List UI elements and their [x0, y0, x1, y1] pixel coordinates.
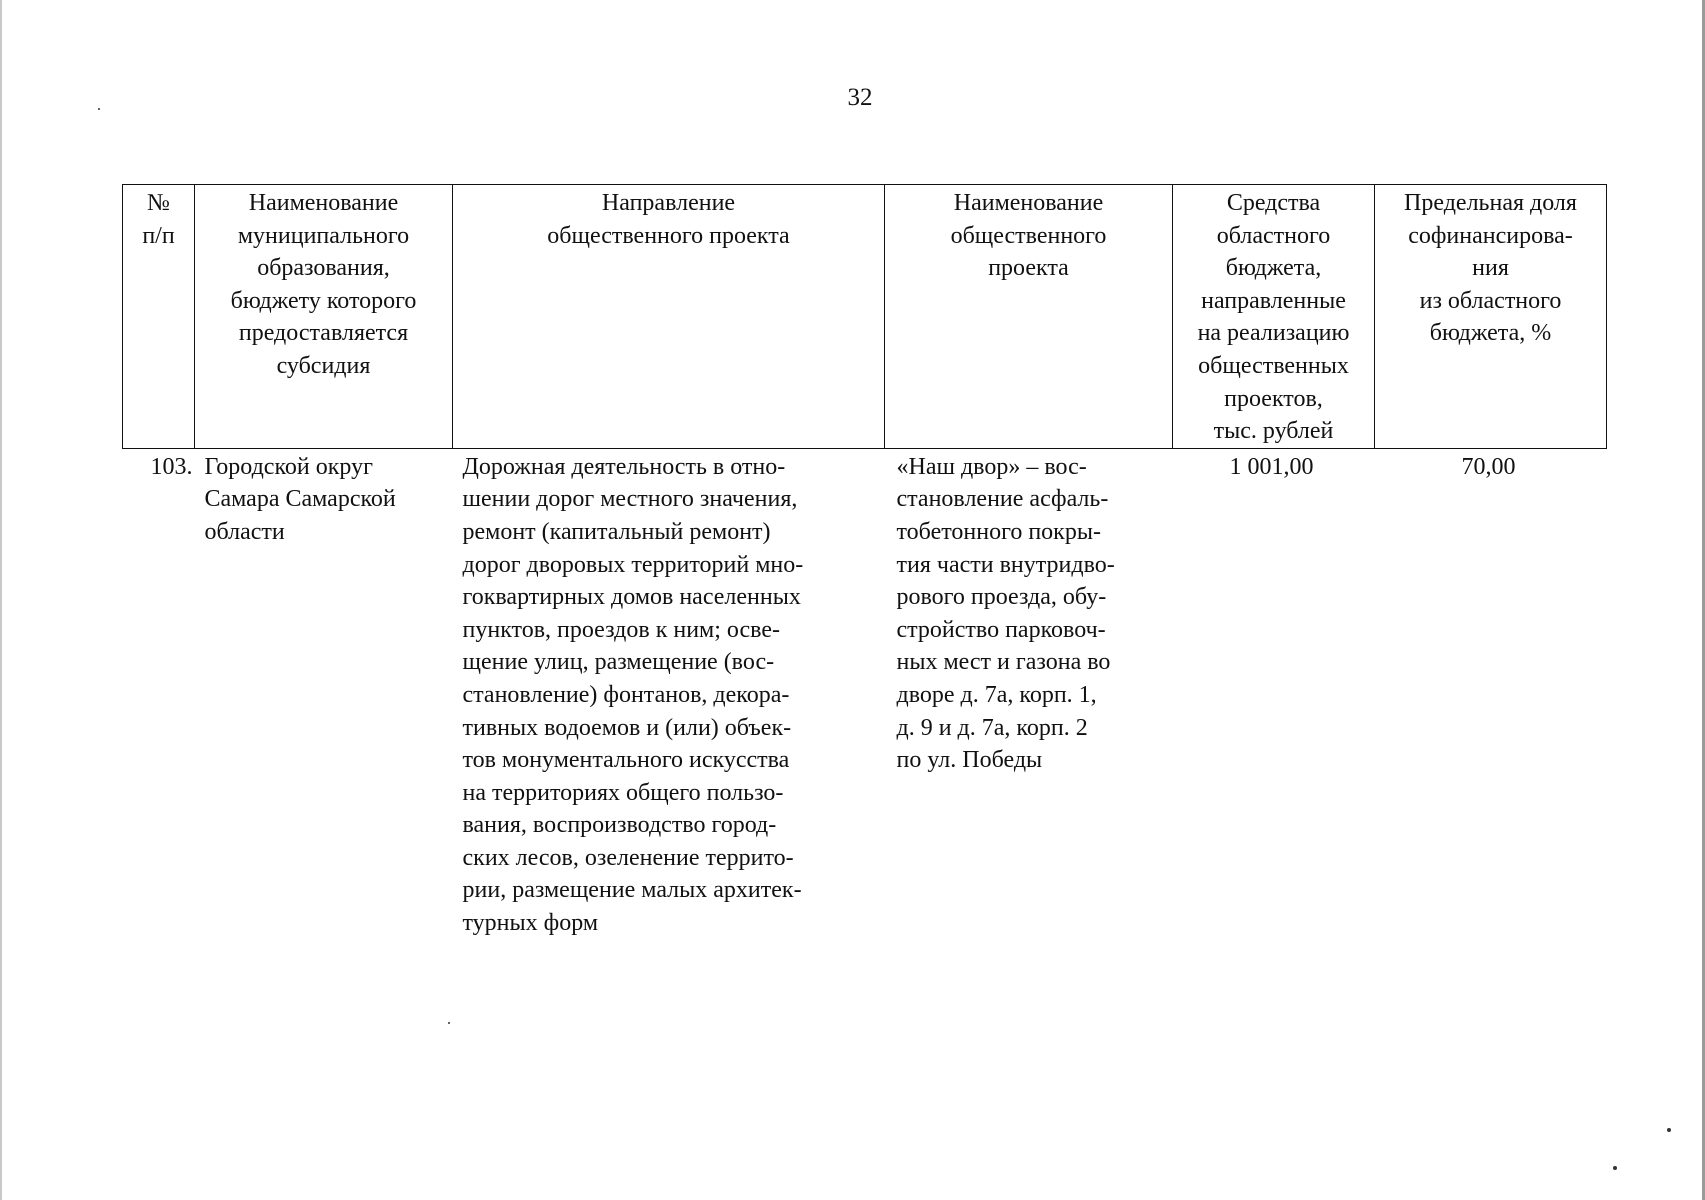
row-direction: Дорожная деятельность в отно- шении дорог местного значения, ремонт (капитальный ремонт) дорог дворовых территорий мно- гоквартирных домов населенных пунктов, проездов к ним; осве- щение улиц, размещение (вос- становление) фонтанов, декора- тивных водоемов и (или) объек- тов монументального искусства на территориях общего пользо- вания, воспроизводство город- ских лесов, озеленение террито- рии, размещение малых архитек- турных форм — [462, 453, 804, 937]
scan-speck — [98, 108, 100, 110]
row-municipality: Городской округ Самара Самарской области — [204, 453, 396, 545]
row-funds: 1 001,00 — [1229, 453, 1314, 480]
header-project: Наименование общественного проекта — [885, 185, 1173, 449]
row-number: 103. — [150, 453, 193, 480]
header-number: № п/п — [123, 185, 195, 449]
row-project: «Наш двор» – вос- становление асфаль- тобетонного покры- тия части внутридво- рового проезда, обу- стройство парковоч- ных мест и газона во дворе д. 7а, корп. 1, д. 9 и д. 7а, корп. 2 по ул. Победы — [896, 453, 1115, 774]
scan-left-edge — [0, 0, 2, 1200]
header-funds: Средства областного бюджета, направленные на реализацию общественных проектов, тыс. рублей — [1173, 185, 1375, 449]
scan-speck — [1667, 1128, 1671, 1132]
table-row — [123, 448, 1607, 939]
header-share: Предельная доля софинансирова- ния из областного бюджета, % — [1375, 185, 1607, 449]
scan-speck — [1613, 1166, 1617, 1170]
page-number: 32 — [847, 84, 873, 111]
header-municipality: Наименование муниципального образования, бюджету которого предоставляется субсидия — [195, 185, 453, 449]
scan-speck — [448, 1022, 450, 1024]
subsidy-table — [122, 184, 1607, 940]
header-direction: Направление общественного проекта — [453, 185, 885, 449]
row-share: 70,00 — [1461, 453, 1516, 480]
table-header-row — [123, 185, 1607, 449]
